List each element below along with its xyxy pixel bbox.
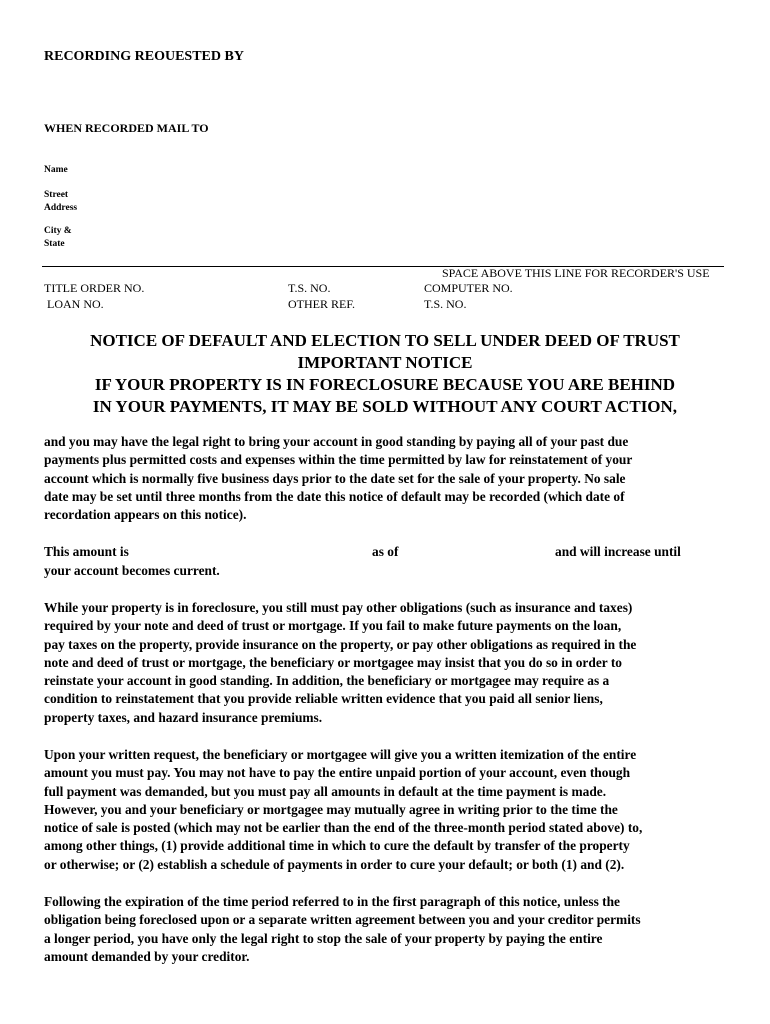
paragraph-line: While your property is in foreclosure, you still must pay other obligations (such as insurance and taxes)	[44, 600, 633, 615]
notice-title-line-3: IF YOUR PROPERTY IS IN FORECLOSURE BECAUSE YOU ARE BEHIND	[94, 375, 676, 394]
paragraph-line: amount you must pay. You may not have to pay the entire unpaid portion of your account, even though	[44, 765, 631, 781]
will-increase-label: and will increase until	[555, 544, 681, 559]
recording-requested-heading: RECORDING REOUESTED BY	[44, 49, 244, 64]
title-order-label: TITLE ORDER NO.	[44, 281, 145, 295]
notice-title	[0, 330, 770, 418]
paragraph-line: among other things, (1) provide additional time in which to cure the default by transfer of the property	[44, 838, 630, 854]
paragraph-line: obligation being foreclosed upon or a separate written agreement between you and your creditor permits	[44, 912, 641, 928]
paragraph-expiration	[44, 893, 744, 966]
paragraph-reinstatement	[44, 433, 744, 524]
paragraph-line: Following the expiration of the time period referred to in the first paragraph of this notice, unless the	[44, 894, 620, 909]
notice-title-line-4: IN YOUR PAYMENTS, IT MAY BE SOLD WITHOUT ANY COURT ACTION,	[92, 397, 678, 416]
paragraph-other-obligations	[44, 599, 744, 727]
paragraph-line: condition to reinstatement that you provide reliable written evidence that you paid all senior liens,	[44, 691, 603, 707]
paragraph-line: account which is normally five business days prior to the date set for the sale of your property. No sale	[44, 470, 626, 486]
account-current-label: your account becomes current.	[44, 563, 220, 578]
as-of-label: as of	[372, 544, 399, 559]
loan-no-label: LOAN NO.	[47, 297, 104, 311]
notice-title-line-2: IMPORTANT NOTICE	[297, 353, 473, 372]
paragraph-line: a longer period, you have only the legal right to stop the sale of your property by paying the entire	[44, 930, 603, 946]
paragraph-line: property taxes, and hazard insurance premiums.	[44, 709, 323, 725]
paragraph-line: reinstate your account in good standing. In addition, the beneficiary or mortgagee may require as a	[44, 673, 610, 689]
paragraph-line: or otherwise; or (2) establish a schedule of payments in order to cure your default; or both (1) and (2).	[44, 856, 625, 872]
address-label: Address	[44, 203, 78, 213]
paragraph-line: Upon your written request, the beneficiary or mortgagee will give you a written itemization of the entire	[44, 747, 637, 762]
notice-title-line-1: NOTICE OF DEFAULT AND ELECTION TO SELL UNDER DEED OF TRUST	[90, 331, 680, 350]
paragraph-itemization	[44, 746, 744, 874]
paragraph-line: payments plus permitted costs and expenses within the time permitted by law for reinstatement of your	[44, 452, 633, 468]
street-label: Street	[44, 190, 69, 200]
paragraph-line: required by your note and deed of trust or mortgage. If you fail to make future payments on the loan,	[44, 618, 622, 634]
paragraph-line: However, you and your beneficiary or mortgagee may mutually agree in writing prior to the time the	[44, 801, 618, 817]
paragraph-line: and you may have the legal right to bring your account in good standing by paying all of your past due	[44, 434, 629, 449]
this-amount-label: This amount is	[44, 544, 129, 559]
computer-no-label: COMPUTER NO.	[424, 281, 513, 295]
ts-no-secondary-label: T.S. NO.	[424, 297, 467, 311]
recorder-space-note: SPACE ABOVE THIS LINE FOR RECORDER'S USE	[442, 266, 710, 280]
paragraph-line: notice of sale is posted (which may not be earlier than the end of the three-month period stated above) to,	[44, 820, 643, 836]
city-label: City &	[44, 226, 72, 236]
paragraph-line: date may be set until three months from the date this notice of default may be recorded (which date of	[44, 488, 625, 504]
other-ref-label: OTHER REF.	[288, 297, 356, 311]
paragraph-line: full payment was demanded, but you must pay all amounts in default at the time payment is made.	[44, 783, 607, 799]
state-label: State	[44, 239, 65, 249]
when-recorded-heading: WHEN RECORDED MAIL TO	[44, 121, 209, 135]
paragraph-line: amount demanded by your creditor.	[44, 948, 250, 964]
name-label: Name	[44, 165, 68, 175]
ts-no-label: T.S. NO.	[288, 281, 331, 295]
paragraph-line: recordation appears on this notice).	[44, 507, 247, 523]
paragraph-line: pay taxes on the property, provide insurance on the property, or pay other obligations as required in the	[44, 636, 637, 652]
paragraph-line: note and deed of trust or mortgage, the beneficiary or mortgagee may insist that you do so in order to	[44, 654, 622, 670]
